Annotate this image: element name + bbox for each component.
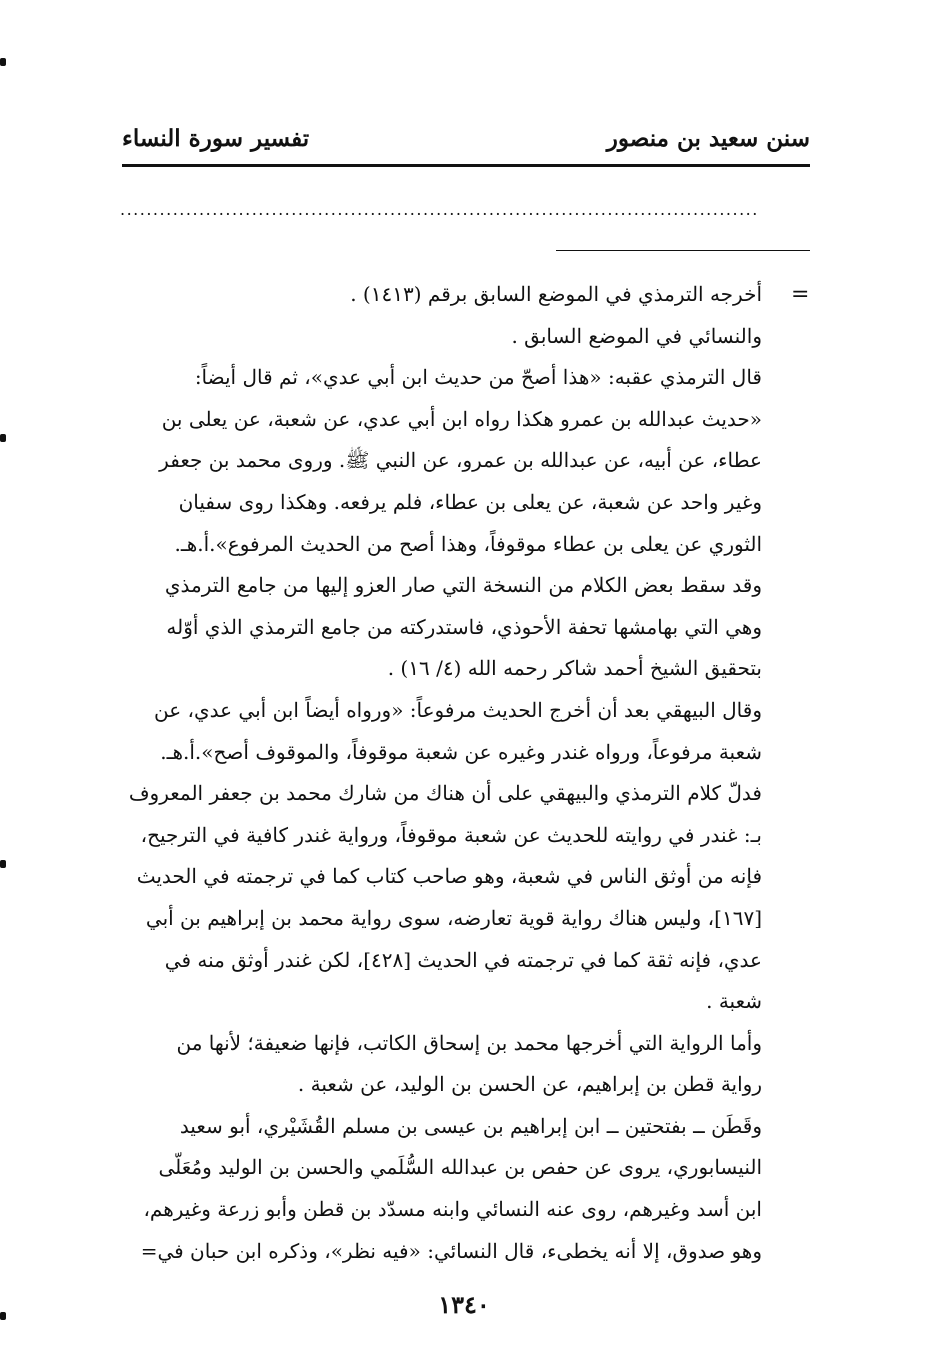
- body-line: عدي، فإنه ثقة كما في ترجمته في الحديث [٤٢٨]، لكن غندر أوثق منه في: [164, 947, 762, 972]
- body-line: [١٦٧]، وليس هناك رواية قوية تعارضه، سوى رواية محمد بن إبراهيم بن أبي: [145, 905, 762, 930]
- body-line: أخرجه الترمذي في الموضع السابق برقم (١٤١٣) .: [350, 282, 762, 306]
- body-line: فإنه من أوثق الناس في شعبة، وهو صاحب كتاب كما في ترجمته في الحديث: [136, 864, 762, 889]
- body-line: بـ: غندر في روايته للحديث عن شعبة موقوفاً، ورواية غندر كافية في الترجيح،: [140, 822, 762, 847]
- body-line: رواية قطن بن إبراهيم، عن الحسن بن الوليد، عن شعبة .: [297, 1072, 762, 1097]
- body-line: وهو صدوق، إلا أنه يخطىء، قال النسائي: «فيه نظر»، وذكره ابن حبان في=: [140, 1238, 762, 1263]
- footnote-body: [120, 274, 762, 1272]
- body-line: شعبة .: [706, 989, 762, 1014]
- body-line: ابن أسد وغيرهم، روى عنه النسائي وابنه مسدّد بن قطن وأبو زرعة وغيرهم،: [143, 1197, 762, 1222]
- body-line: وغير واحد عن شعبة، عن يعلى بن عطاء، فلم يرفعه. وهكذا روى سفيان: [178, 489, 762, 514]
- book-title: سنن سعيد بن منصور: [606, 125, 810, 152]
- body-line: والنسائي في الموضع السابق .: [511, 323, 762, 348]
- scan-edge-mark: [0, 434, 6, 442]
- body-line: الثوري عن يعلى بن عطاء موقوفاً، وهذا أصح من الحديث المرفوع».أ.هـ.: [174, 531, 762, 556]
- page-number: ١٣٤٠: [438, 1290, 490, 1319]
- body-line: فدلّ كلام الترمذي والبيهقي على أن هناك من شارك محمد بن جعفر المعروف: [128, 781, 762, 806]
- body-line: وهي التي بهامشها تحفة الأحوذي، فاستدركته من جامع الترمذي الذي أوّله: [166, 614, 762, 639]
- body-line: النيسابوري، يروى عن حفص بن عبدالله السُّلَمي والحسن بن الوليد ومُعَلّى: [158, 1155, 762, 1180]
- body-line: بتحقيق الشيخ أحمد شاكر رحمه الله (٤/ ١٦) .: [387, 656, 762, 681]
- body-line: عطاء، عن أبيه، عن عبدالله بن عمرو، عن النبي ﷺ. وروى محمد بن جعفر: [159, 448, 762, 473]
- dotted-separator: .................................................................................................: [120, 200, 759, 219]
- body-line: وأما الرواية التي أخرجها محمد بن إسحاق الكاتب، فإنها ضعيفة؛ لأنها من: [176, 1030, 762, 1055]
- header-divider: [122, 164, 810, 167]
- section-title: تفسير سورة النساء: [122, 125, 310, 152]
- scan-edge-mark: [0, 58, 6, 66]
- body-line: وقد سقط بعض الكلام من النسخة التي صار العزو إليها من جامع الترمذي: [164, 573, 762, 598]
- scan-edge-mark: [0, 860, 6, 868]
- body-line: قال الترمذي عقبه: «هذا أصحّ من حديث ابن أبي عدي»، ثم قال أيضاً:: [194, 365, 762, 390]
- body-line: وقَطَن ــ بفتحتين ــ ابن إبراهيم بن عيسى بن مسلم القُشَيْري، أبو سعيد: [179, 1113, 762, 1138]
- continuation-marker: =: [791, 282, 810, 307]
- body-line: وقال البيهقي بعد أن أخرج الحديث مرفوعاً: «ورواه أيضاً ابن أبي عدي، عن: [154, 697, 762, 722]
- body-line: شعبة مرفوعاً، ورواه غندر وغيره عن شعبة موقوفاً، والموقوف أصح».أ.هـ.: [160, 739, 762, 764]
- body-line: «حديث عبدالله بن عمرو هكذا رواه ابن أبي عدي، عن شعبة، عن يعلى بن: [161, 406, 762, 431]
- footnote-rule: [556, 250, 810, 251]
- scan-edge-mark: [0, 1312, 6, 1320]
